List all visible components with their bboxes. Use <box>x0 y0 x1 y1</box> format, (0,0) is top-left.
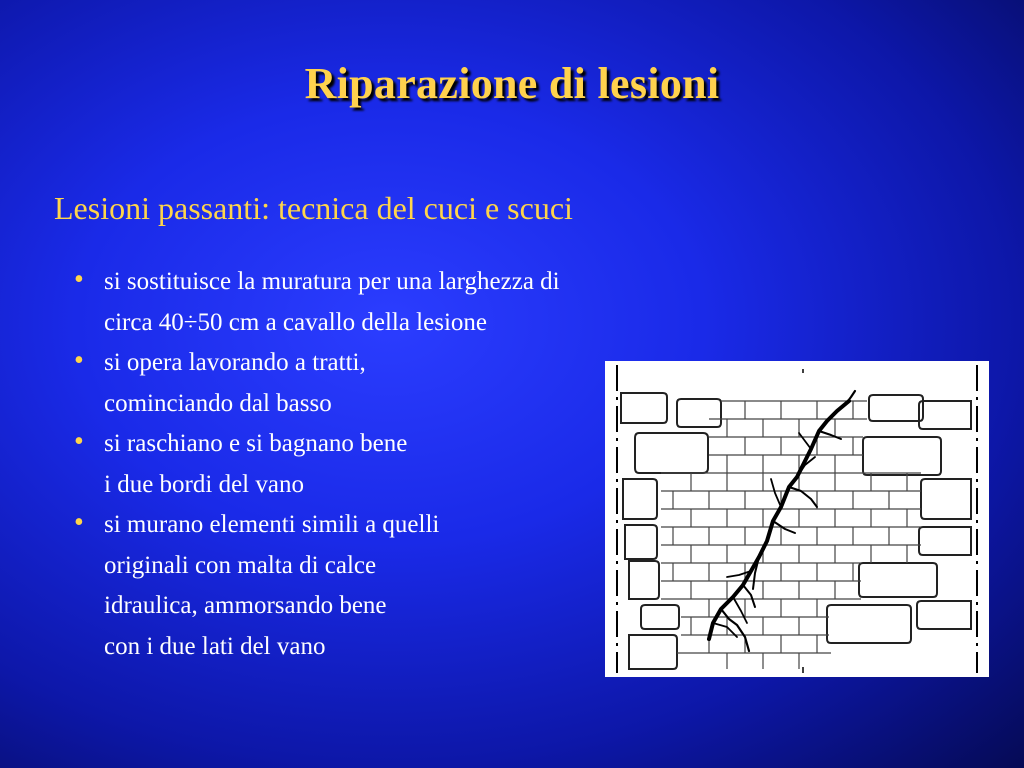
bullet-item <box>74 343 560 424</box>
bullet-line: si raschiano e si bagnano bene <box>104 430 408 457</box>
bullet-item <box>74 424 560 505</box>
bullet-line: si murano elementi simili a quelli <box>104 511 440 538</box>
bullet-line: si sostituisce la muratura per una larghezza di <box>104 268 560 295</box>
bullet-line: circa 40÷50 cm a cavallo della lesione <box>104 308 487 336</box>
bullet-line: si opera lavorando a tratti, <box>104 349 366 376</box>
slide-subtitle: Lesioni passanti: tecnica del cuci e scuci <box>54 190 573 226</box>
bullet-line: originali con malta di calce <box>104 551 377 579</box>
masonry-crack-figure <box>605 361 989 677</box>
bullet-dot-icon: • <box>74 345 84 376</box>
bullet-line: con i due lati del vano <box>104 632 326 660</box>
bullet-line: i due bordi del vano <box>104 470 304 498</box>
slide-title: Riparazione di lesioni <box>304 59 720 108</box>
bullet-dot-icon: • <box>74 507 84 538</box>
masonry-wall-crack-illustration <box>605 361 989 677</box>
bullet-list <box>74 262 560 667</box>
bullet-item <box>74 262 560 343</box>
bullet-dot-icon: • <box>74 426 84 457</box>
bullet-dot-icon: • <box>74 264 84 295</box>
bullet-item <box>74 505 560 667</box>
bullet-line: cominciando dal basso <box>104 389 332 417</box>
bullet-line: idraulica, ammorsando bene <box>104 592 387 619</box>
